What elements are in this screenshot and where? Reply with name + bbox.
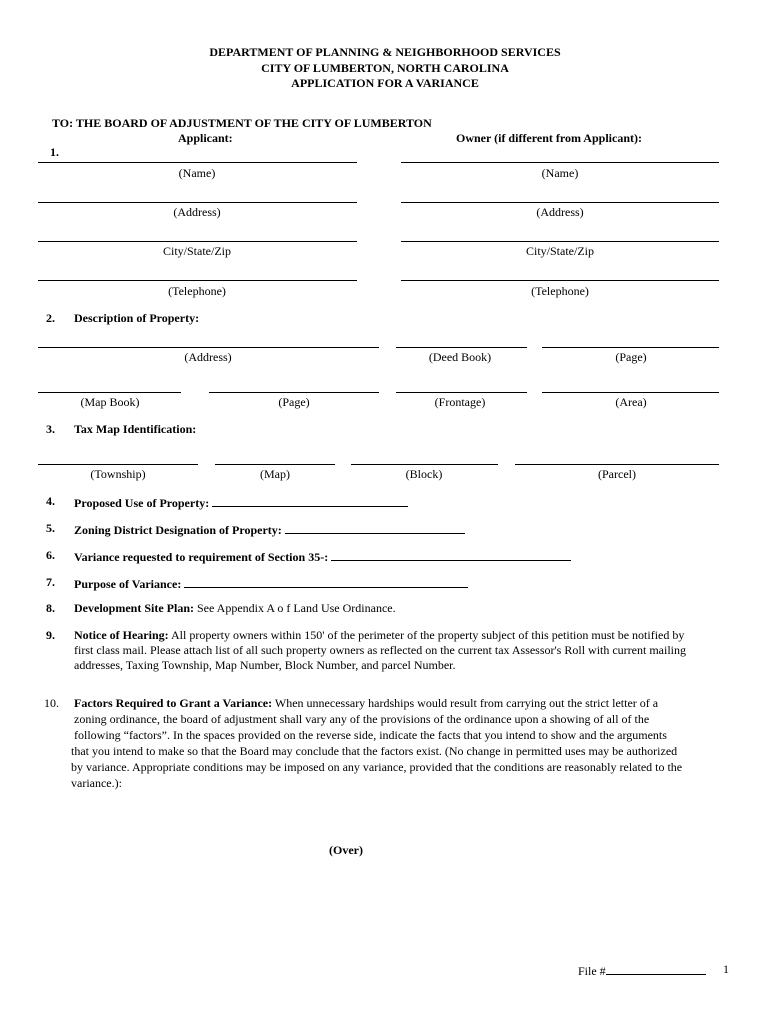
section-4-number: 4.	[46, 494, 55, 508]
variance-section-field[interactable]	[331, 549, 571, 561]
deed-page-line[interactable]	[542, 347, 719, 348]
owner-name-label: (Name)	[541, 166, 579, 180]
section-6-number: 6.	[46, 548, 55, 562]
over-note: (Over)	[329, 843, 363, 857]
notice-line-3: addresses, Taxing Township, Map Number, Block Number, and parcel Number.	[74, 658, 456, 672]
frontage-label: (Frontage)	[434, 395, 486, 409]
zoning-district-row	[74, 522, 465, 536]
applicant-name-line[interactable]	[38, 162, 357, 163]
deed-book-label: (Deed Book)	[428, 350, 492, 364]
factors-line-2: zoning ordinance, the board of adjustment shall vary any of the provisions of the ordinance upon a showing of all of the	[74, 712, 650, 726]
owner-address-line[interactable]	[401, 202, 719, 203]
applicant-address-line[interactable]	[38, 202, 357, 203]
header-department: DEPARTMENT OF PLANNING & NEIGHBORHOOD SERVICES	[209, 45, 561, 59]
owner-telephone-line[interactable]	[401, 280, 719, 281]
section-2-heading: Description of Property:	[74, 311, 200, 325]
factors-label: Factors Required to Grant a Variance:	[74, 696, 273, 710]
factors-line-6: variance.):	[71, 776, 122, 790]
zoning-district-field[interactable]	[285, 522, 465, 534]
purpose-row	[74, 576, 468, 590]
file-number-row	[578, 963, 706, 977]
applicant-city-line[interactable]	[38, 241, 357, 242]
section-9-number: 9.	[46, 628, 55, 642]
factors-line-4: that you intend to make so that the Board may conclude that the factors exist. (No change in permitted uses may be authorized	[71, 744, 678, 758]
township-label: (Township)	[90, 467, 146, 481]
applicant-city-label: City/State/Zip	[163, 244, 231, 258]
section-3-heading: Tax Map Identification:	[74, 422, 197, 436]
file-number-field[interactable]	[606, 963, 706, 975]
zoning-district-label: Zoning District Designation of Property:	[74, 523, 282, 537]
file-number-label: File #	[578, 964, 606, 978]
map-book-line[interactable]	[38, 392, 181, 393]
applicant-telephone-label: (Telephone)	[168, 284, 226, 298]
deed-book-line[interactable]	[396, 347, 527, 348]
header-city: CITY OF LUMBERTON, NORTH CAROLINA	[261, 61, 509, 75]
township-line[interactable]	[38, 464, 198, 465]
proposed-use-row	[74, 495, 408, 509]
applicant-address-label: (Address)	[173, 205, 221, 219]
section-1-number: 1.	[50, 145, 59, 159]
notice-label: Notice of Hearing:	[74, 628, 169, 642]
notice-line-2: first class mail. Please attach list of all such property owners as reflected on the current tax Assessor's Roll with current mailing	[74, 643, 686, 657]
variance-section-row	[74, 549, 571, 563]
notice-line-1	[74, 629, 684, 641]
map-book-label: (Map Book)	[80, 395, 140, 409]
notice-text-1: All property owners within 150' of the perimeter of the property subject of this petition must be notified by	[170, 628, 685, 642]
owner-city-line[interactable]	[401, 241, 719, 242]
factors-line-5: by variance. Appropriate conditions may be imposed on any variance, provided that the conditions are reasonably related to the	[71, 760, 683, 774]
section-2-number: 2.	[46, 311, 55, 325]
owner-name-line[interactable]	[401, 162, 719, 163]
applicant-telephone-line[interactable]	[38, 280, 357, 281]
factors-text-1: When unnecessary hardships would result from carrying out the strict letter of a	[274, 696, 659, 710]
factors-line-3: following “factors”. In the spaces provided on the reverse side, indicate the facts that you intend to show and the arguments	[74, 728, 667, 742]
header-form-title: APPLICATION FOR A VARIANCE	[291, 76, 479, 90]
map-line[interactable]	[215, 464, 335, 465]
area-label: (Area)	[615, 395, 647, 409]
map-label: (Map)	[260, 467, 290, 481]
section-10-number: 10.	[44, 696, 59, 710]
owner-city-label: City/State/Zip	[526, 244, 594, 258]
variance-section-label: Variance requested to requirement of Section 35-:	[74, 550, 329, 564]
purpose-field[interactable]	[184, 576, 468, 588]
area-line[interactable]	[542, 392, 719, 393]
parcel-label: (Parcel)	[598, 467, 636, 481]
proposed-use-field[interactable]	[212, 495, 408, 507]
page-number: 1	[723, 962, 729, 976]
section-8-number: 8.	[46, 601, 55, 615]
to-line: TO: THE BOARD OF ADJUSTMENT OF THE CITY OF LUMBERTON	[52, 116, 432, 130]
parcel-line[interactable]	[515, 464, 719, 465]
owner-telephone-label: (Telephone)	[531, 284, 589, 298]
purpose-label: Purpose of Variance:	[74, 577, 182, 591]
owner-heading: Owner (if different from Applicant):	[456, 131, 642, 145]
map-page-line[interactable]	[209, 392, 379, 393]
site-plan-label: Development Site Plan:	[74, 601, 194, 615]
applicant-heading: Applicant:	[178, 131, 233, 145]
block-label: (Block)	[405, 467, 443, 481]
section-5-number: 5.	[46, 521, 55, 535]
section-3-number: 3.	[46, 422, 55, 436]
factors-line-1	[74, 697, 658, 709]
site-plan-text: See Appendix A o f Land Use Ordinance.	[196, 601, 396, 615]
deed-page-label: (Page)	[615, 350, 647, 364]
frontage-line[interactable]	[396, 392, 527, 393]
site-plan-row	[74, 602, 396, 614]
applicant-name-label: (Name)	[178, 166, 216, 180]
owner-address-label: (Address)	[536, 205, 584, 219]
map-page-label: (Page)	[278, 395, 310, 409]
proposed-use-label: Proposed Use of Property:	[74, 496, 210, 510]
block-line[interactable]	[351, 464, 498, 465]
section-7-number: 7.	[46, 575, 55, 589]
property-address-line[interactable]	[38, 347, 379, 348]
property-address-label: (Address)	[184, 350, 232, 364]
